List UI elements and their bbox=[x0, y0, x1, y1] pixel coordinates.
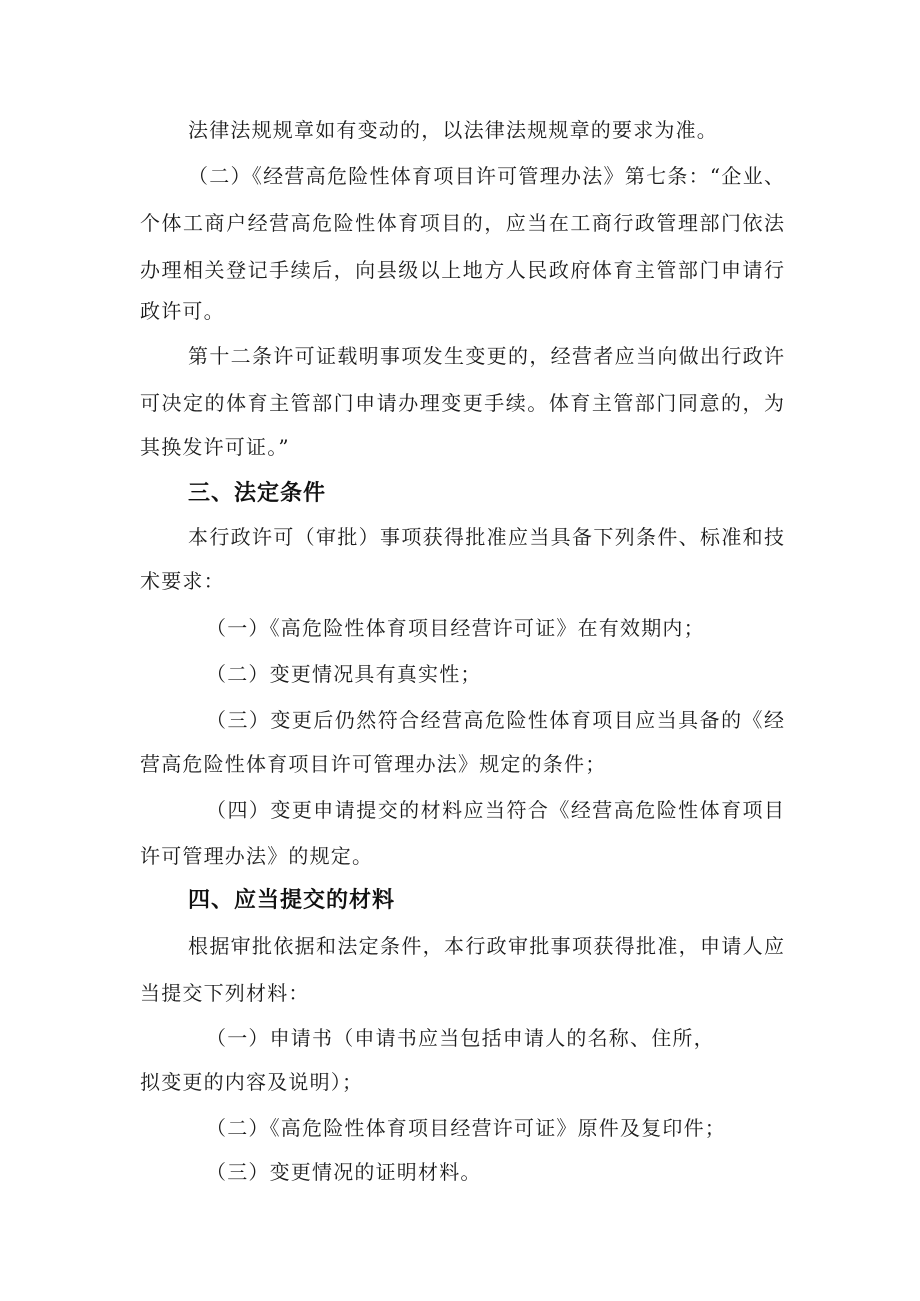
list-item-continuation: 许可管理办法》的规定。 bbox=[140, 844, 374, 868]
list-item: （三）变更情况的证明材料。 bbox=[206, 1160, 482, 1184]
paragraph-line: 术要求： bbox=[140, 569, 225, 593]
paragraph-line: 本行政许可（审批）事项获得批准应当具备下列条件、标准和技 bbox=[188, 525, 784, 549]
paragraph-line: （二）《经营高危险性体育项目许可管理办法》第七条：“企业、 bbox=[188, 164, 784, 188]
paragraph-line: 第十二条许可证载明事项发生变更的，经营者应当向做出行政许 bbox=[188, 344, 784, 368]
list-item-continuation: 营高危险性体育项目许可管理办法》规定的条件； bbox=[140, 752, 607, 776]
paragraph-line: 政许可。 bbox=[140, 299, 225, 323]
paragraph-line: 其换发许可证。” bbox=[140, 435, 290, 459]
list-item: （二）《高危险性体育项目经营许可证》原件及复印件； bbox=[206, 1116, 726, 1140]
paragraph-line: 个体工商户经营高危险性体育项目的，应当在工商行政管理部门依法 bbox=[140, 211, 784, 235]
paragraph-line: 法律法规规章如有变动的，以法律法规规章的要求为准。 bbox=[188, 118, 718, 142]
section-heading-legal-conditions: 三、法定条件 bbox=[188, 481, 327, 506]
list-item: （三）变更后仍然符合经营高危险性体育项目应当具备的《经 bbox=[206, 708, 784, 732]
list-item: （一）申请书（申请书应当包括申请人的名称、住所， bbox=[206, 1026, 715, 1050]
section-heading-required-materials: 四、应当提交的材料 bbox=[188, 888, 396, 913]
list-item-continuation: 拟变更的内容及说明）； bbox=[140, 1070, 364, 1094]
list-item: （二）变更情况具有真实性； bbox=[206, 662, 482, 686]
list-item: （一）《高危险性体育项目经营许可证》在有效期内； bbox=[206, 616, 705, 640]
paragraph-line: 可决定的体育主管部门申请办理变更手续。体育主管部门同意的，为 bbox=[140, 391, 784, 415]
paragraph-line: 办理相关登记手续后，向县级以上地方人民政府体育主管部门申请行 bbox=[140, 258, 784, 282]
list-item: （四）变更申请提交的材料应当符合《经营高危险性体育项目 bbox=[206, 798, 784, 822]
paragraph-line: 根据审批依据和法定条件，本行政审批事项获得批准，申请人应 bbox=[188, 934, 784, 958]
paragraph-line: 当提交下列材料： bbox=[140, 981, 310, 1005]
